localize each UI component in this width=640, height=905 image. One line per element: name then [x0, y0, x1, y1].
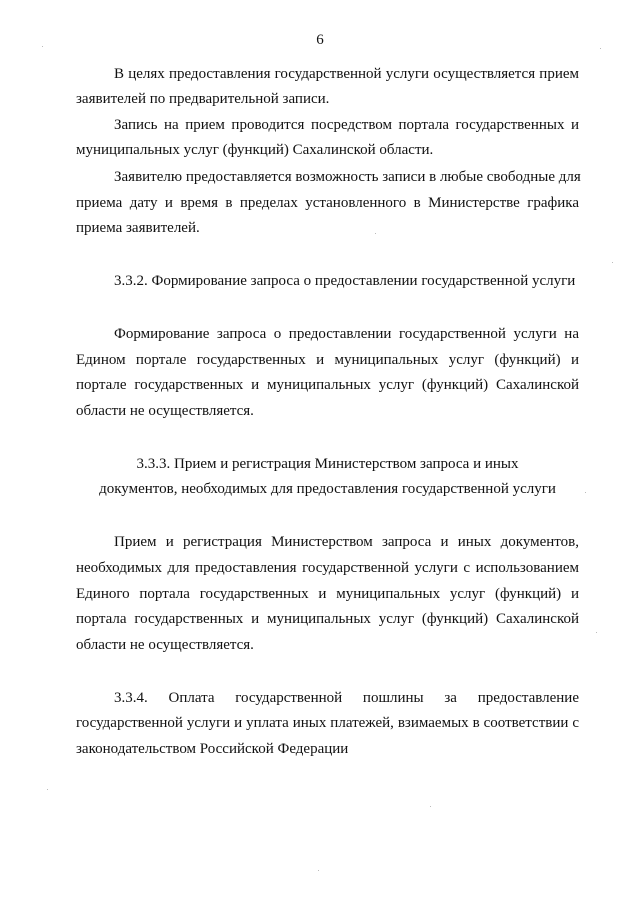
paragraph-line: приема дату и время в пределах установленного в Министерстве графика: [76, 195, 579, 211]
paragraph-line: необходимых для предоставления государственной услуги с использованием: [76, 560, 579, 576]
scan-speck: [612, 262, 613, 263]
scan-speck: [596, 632, 597, 633]
scan-speck: [600, 48, 601, 49]
paragraph-line: области не осуществляется.: [76, 403, 254, 419]
paragraph-line: Заявителю предоставляется возможность записи в любые свободные для: [114, 169, 581, 185]
section-heading: 3.3.4. Оплата государственной пошлины за предоставление: [114, 690, 579, 706]
paragraph-line: В целях предоставления государственной услуги осуществляется прием: [114, 66, 579, 82]
paragraph-line: заявителей по предварительной записи.: [76, 91, 330, 107]
page-number: 6: [316, 32, 324, 48]
paragraph-line: приема заявителей.: [76, 220, 200, 236]
section-heading: законодательством Российской Федерации: [76, 741, 349, 757]
paragraph-line: Прием и регистрация Министерством запроса и иных документов,: [114, 534, 579, 550]
paragraph-line: Запись на прием проводится посредством портала государственных и: [114, 117, 579, 133]
section-heading: документов, необходимых для предоставления государственной услуги: [99, 481, 556, 497]
section-heading: 3.3.3. Прием и регистрация Министерством запроса и иных: [136, 456, 519, 472]
paragraph-line: муниципальных услуг (функций) Сахалинской области.: [76, 142, 434, 158]
section-heading: 3.3.2. Формирование запроса о предоставлении государственной услуги: [114, 273, 576, 289]
paragraph-line: Едином портале государственных и муниципальных услуг (функций) и: [76, 352, 579, 368]
scan-speck: [375, 233, 376, 234]
section-heading: государственной услуги и уплата иных платежей, взимаемых в соответствии с: [76, 715, 579, 731]
scan-speck: [318, 870, 319, 871]
paragraph-line: области не осуществляется.: [76, 637, 254, 653]
paragraph-line: Формирование запроса о предоставлении государственной услуги на: [114, 326, 579, 342]
paragraph-line: Единого портала государственных и муниципальных услуг (функций) и: [76, 586, 579, 602]
paragraph-line: портала государственных и муниципальных услуг (функций) Сахалинской: [76, 611, 579, 627]
scan-speck: [42, 46, 43, 47]
paragraph-line: портале государственных и муниципальных услуг (функций) Сахалинской: [76, 377, 579, 393]
scan-speck: [430, 806, 431, 807]
scan-speck: [47, 789, 48, 790]
scan-speck: [585, 492, 586, 493]
